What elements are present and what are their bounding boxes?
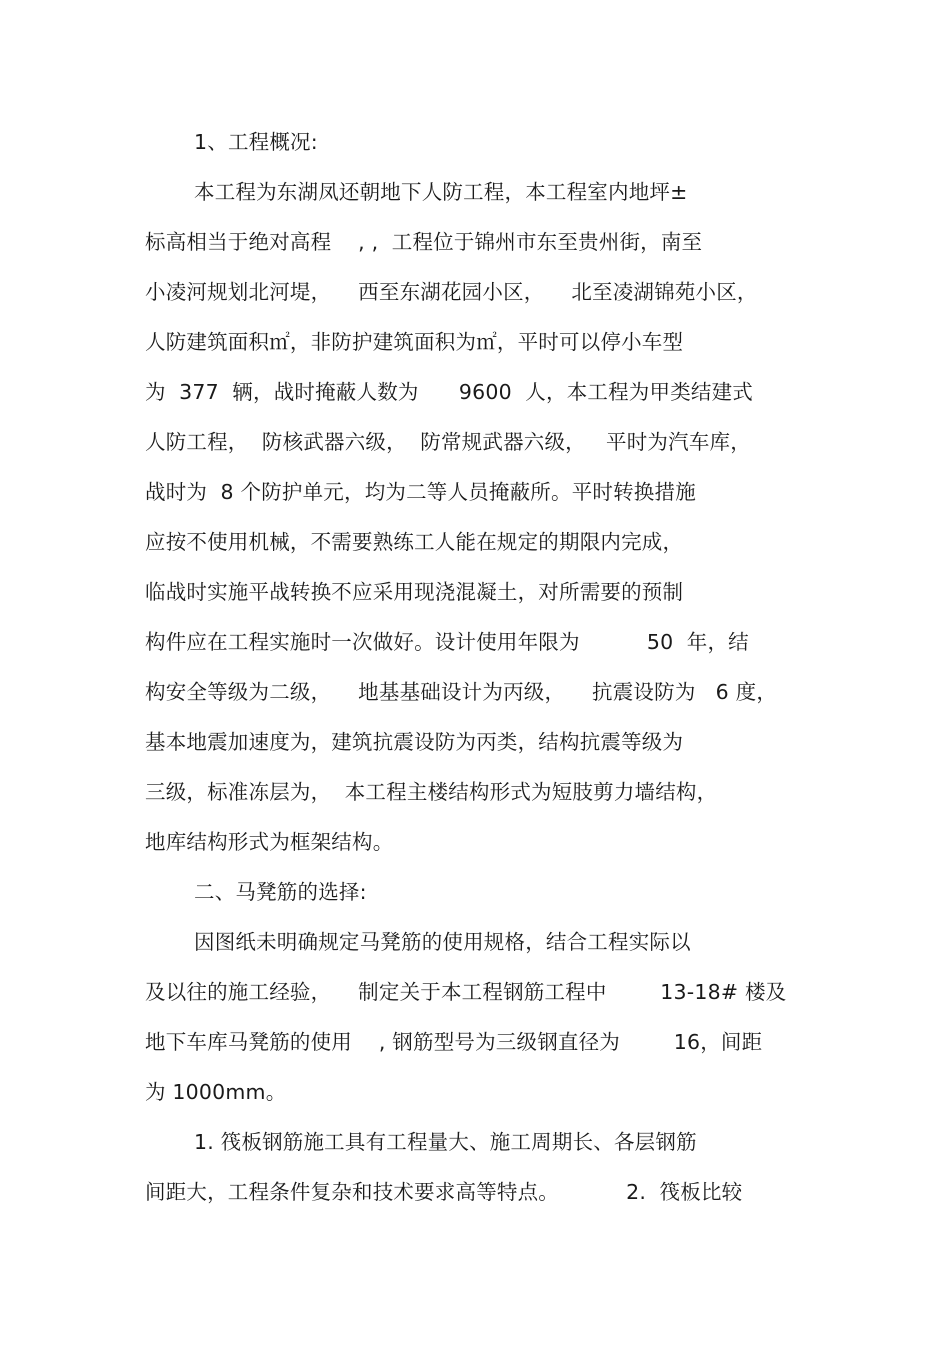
section-heading-project-overview: 1、工程概况: — [194, 130, 318, 154]
paragraph-line: 为 377 辆，战时掩蔽人数为 9600 人，本工程为甲类结建式 — [145, 380, 753, 404]
paragraph-line: 地库结构形式为框架结构。 — [145, 830, 394, 854]
paragraph-line: 间距大，工程条件复杂和技术要求高等特点。 2. 筏板比较 — [145, 1180, 743, 1204]
paragraph-line: 基本地震加速度为，建筑抗震设防为丙类，结构抗震等级为 — [145, 730, 684, 754]
paragraph-line: 及以往的施工经验， 制定关于本工程钢筋工程中 13-18# 楼及 — [145, 980, 787, 1004]
paragraph-line: 标高相当于绝对高程 , , 工程位于锦州市东至贵州街，南至 — [145, 230, 703, 254]
paragraph-line: 人防建筑面积㎡，非防护建筑面积为㎡，平时可以停小车型 — [145, 330, 684, 354]
paragraph-line: 临战时实施平战转换不应采用现浇混凝土，对所需要的预制 — [145, 580, 684, 604]
paragraph-line: 地下车库马凳筋的使用 , 钢筋型号为三级钢直径为 16，间距 — [145, 1030, 763, 1054]
paragraph-line: 小凌河规划北河堤， 西至东湖花园小区， 北至凌湖锦苑小区， — [145, 280, 758, 304]
paragraph-line: 三级，标准冻层为， 本工程主楼结构形式为短肢剪力墙结构， — [145, 780, 718, 804]
paragraph-line: 构件应在工程实施时一次做好。设计使用年限为 50 年，结 — [145, 630, 749, 654]
paragraph-line: 1. 筏板钢筋施工具有工程量大、施工周期长、各层钢筋 — [194, 1130, 697, 1154]
paragraph-line: 本工程为东湖凤还朝地下人防工程，本工程室内地坪± — [194, 180, 688, 204]
section-heading-stool-bar-selection: 二、马凳筋的选择: — [194, 880, 367, 904]
paragraph-line: 为 1000mm。 — [145, 1080, 287, 1104]
paragraph-line: 应按不使用机械，不需要熟练工人能在规定的期限内完成， — [145, 530, 684, 554]
paragraph-line: 人防工程， 防核武器六级， 防常规武器六级， 平时为汽车库， — [145, 430, 751, 454]
paragraph-line: 构安全等级为二级， 地基基础设计为丙级， 抗震设防为 6 度， — [145, 680, 778, 704]
paragraph-line: 战时为 8 个防护单元，均为二等人员掩蔽所。平时转换措施 — [145, 480, 696, 504]
paragraph-line: 因图纸未明确规定马凳筋的使用规格，结合工程实际以 — [194, 930, 691, 954]
